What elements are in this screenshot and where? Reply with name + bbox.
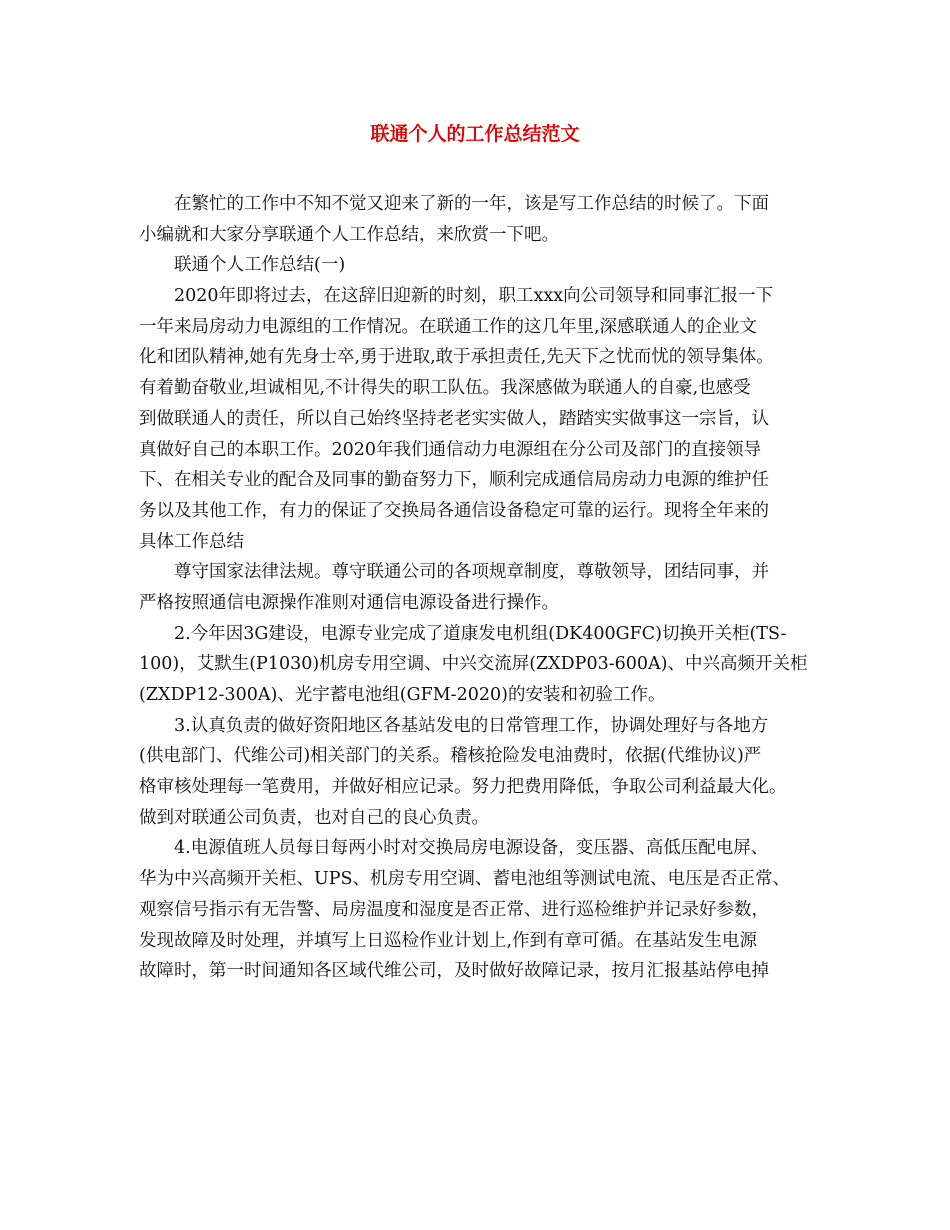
document-body — [139, 189, 819, 987]
text-line: 华为中兴高频开关柜、UPS、机房专用空调、蓄电池组等测试电流、电压是否正常、 — [139, 869, 791, 890]
text-line: 100)，艾默生(P1030)机房专用空调、中兴交流屏(ZXDP03-600A)、中兴高频开关柜 — [139, 654, 808, 675]
text-line: 化和团队精神,她有先身士卒,勇于进取,敢于承担责任,先天下之忧而忧的领导集体。 — [139, 347, 774, 368]
text-line: (供电部门、代维公司)相关部门的关系。稽核抢险发电油费时，依据(代维协议)严 — [139, 746, 762, 767]
text-line: 观察信号指示有无告警、局房温度和湿度是否正常、进行巡检维护并记录好参数， — [139, 899, 769, 920]
text-line: 一年来局房动力电源组的工作情况。在联通工作的这几年里,深感联通人的企业文 — [139, 316, 758, 337]
text-line: 2.今年因3G建设，电源专业完成了道康发电机组(DK400GFC)切换开关柜(TS- — [174, 623, 787, 644]
text-line: (ZXDP12-300A)、光宇蓄电池组(GFM-2020)的安装和初验工作。 — [139, 685, 666, 705]
text-line: 格审核处理每一笔费用，并做好相应记录。努力把费用降低，争取公司利益最大化。 — [139, 777, 787, 798]
text-line: 故障时，第一时间通知各区域代维公司，及时做好故障记录，按月汇报基站停电掉 — [139, 961, 769, 982]
text-line: 在繁忙的工作中不知不觉又迎来了新的一年，该是写工作总结的时候了。下面 — [174, 194, 769, 214]
text-line: 具体工作总结 — [139, 531, 244, 552]
text-line: 务以及其他工作，有力的保证了交换局各通信设备稳定可靠的运行。现将全年来的 — [139, 500, 769, 521]
text-line: 4.电源值班人员每日每两小时对交换局房电源设备，变压器、高低压配电屏、 — [174, 838, 769, 859]
text-line: 联通个人工作总结(一) — [174, 255, 346, 276]
text-line: 下、在相关专业的配合及同事的勤奋努力下，顺利完成通信局房动力电源的维护任 — [139, 470, 769, 491]
text-line: 3.认真负责的做好资阳地区各基站发电的日常管理工作，协调处理好与各地方 — [174, 715, 769, 736]
text-line: 真做好自己的本职工作。2020年我们通信动力电源组在分公司及部门的直接领导 — [139, 439, 762, 460]
text-line: 小编就和大家分享联通个人工作总结，来欣赏一下吧。 — [139, 224, 559, 245]
text-line: 严格按照通信电源操作准则对通信电源设备进行操作。 — [139, 592, 559, 613]
text-line: 尊守国家法律法规。尊守联通公司的各项规章制度，尊敬领导，团结同事，并 — [174, 562, 769, 583]
text-line: 发现故障及时处理，并填写上日巡检作业计划上,作到有章可循。在基站发生电源 — [139, 930, 758, 951]
text-line: 2020年即将过去，在这辞旧迎新的时刻，职工xxx向公司领导和同事汇报一下 — [174, 286, 774, 307]
text-line: 做到对联通公司负责，也对自己的良心负责。 — [139, 807, 489, 828]
text-line: 有着勤奋敬业,坦诚相见,不计得失的职工队伍。我深感做为联通人的自豪,也感受 — [139, 378, 751, 399]
document-title: 联通个人的工作总结范文 — [370, 123, 580, 145]
text-line: 到做联通人的责任，所以自己始终坚持老老实实做人，踏踏实实做事这一宗旨，认 — [139, 408, 769, 429]
